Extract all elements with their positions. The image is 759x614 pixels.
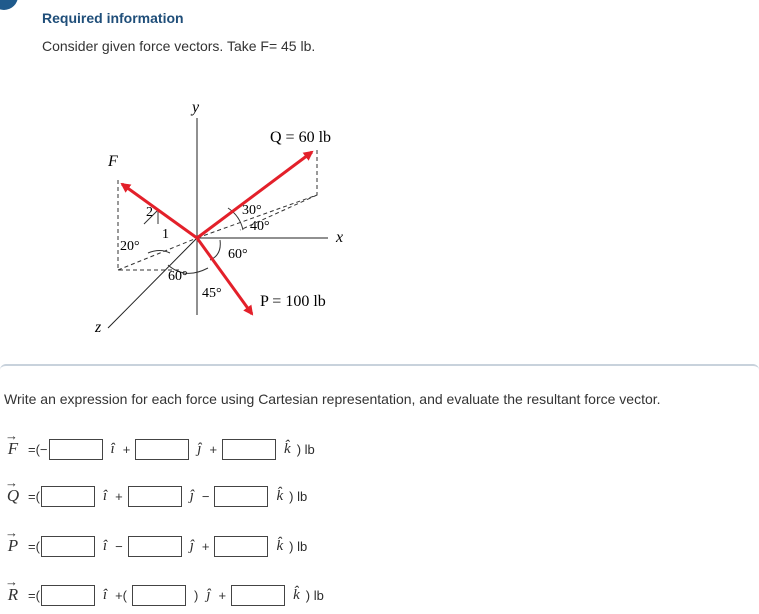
angle-40-label: 40°	[250, 219, 270, 234]
P-j-input[interactable]	[128, 536, 182, 557]
force-F-arrow	[122, 184, 197, 238]
i-hat-symbol: î	[102, 537, 108, 554]
axis-z-label: z	[95, 319, 102, 336]
angle-30-label: 30°	[242, 203, 262, 218]
vector-R-symbol: → R	[5, 574, 19, 604]
Q-i-input[interactable]	[41, 486, 95, 507]
vector-Q-symbol: → Q	[5, 475, 20, 505]
R-i-input[interactable]	[41, 585, 95, 606]
F-j-input[interactable]	[135, 439, 189, 460]
row-R-op2: )	[194, 587, 199, 603]
section-divider	[0, 364, 759, 372]
row-Q-op1: +	[115, 488, 123, 504]
F-k-input[interactable]	[222, 439, 276, 460]
P-k-input[interactable]	[214, 536, 268, 557]
k-hat-symbol: k̂	[284, 440, 291, 457]
R-j-input[interactable]	[132, 585, 186, 606]
row-Q	[4, 475, 308, 509]
row-P	[4, 525, 308, 559]
vector-P-symbol: → P	[5, 525, 19, 555]
row-R-start: =(	[28, 587, 40, 603]
force-Q-label: Q = 60 lb	[270, 129, 332, 146]
angle-60b-label: 60°	[228, 247, 248, 262]
i-hat-symbol: î	[102, 586, 108, 603]
P-i-input[interactable]	[41, 536, 95, 557]
angle-20-label: 20°	[120, 239, 140, 254]
row-P-end: ) lb	[289, 538, 308, 554]
i-hat-symbol: î	[110, 440, 115, 457]
row-F	[4, 428, 315, 462]
j-hat-symbol: ĵ	[189, 487, 194, 504]
axis-y-label: y	[192, 99, 200, 116]
angle-60a-label: 60°	[168, 269, 188, 284]
j-hat-symbol: ĵ	[189, 537, 194, 554]
Q-k-input[interactable]	[214, 486, 268, 507]
k-hat-symbol: k̂	[276, 537, 284, 554]
vector-F-symbol: → F	[5, 428, 19, 458]
question-text: Write an expression for each force using Cartesian representation, and evaluate the resultant force vector.	[4, 391, 661, 407]
f-dashed-box	[118, 180, 197, 270]
row-F-op2: +	[209, 441, 218, 457]
slope-2-label: 2	[146, 205, 153, 220]
angle-45-label: 45°	[202, 286, 222, 301]
row-R-end: ) lb	[305, 587, 324, 603]
force-vector-diagram	[80, 90, 380, 350]
Q-j-input[interactable]	[128, 486, 182, 507]
F-i-input[interactable]	[49, 439, 103, 460]
axis-x-label: x	[336, 229, 344, 246]
row-R-op2b: +	[218, 587, 227, 603]
R-k-input[interactable]	[231, 585, 285, 606]
slope-1-label: 1	[162, 227, 169, 242]
row-F-start: =(−	[28, 441, 48, 457]
row-R	[4, 574, 324, 608]
row-Q-end: ) lb	[289, 488, 308, 504]
row-P-start: =(	[28, 538, 40, 554]
force-F-label: F	[108, 153, 118, 170]
row-P-op2: +	[201, 538, 210, 554]
row-Q-start: =(	[28, 488, 40, 504]
i-hat-symbol: î	[102, 487, 108, 504]
row-F-end: ) lb	[296, 441, 315, 457]
required-information-title: Required information	[42, 10, 184, 26]
angle-arc-20	[148, 251, 170, 254]
row-F-op1: +	[122, 441, 131, 457]
row-P-op1: −	[115, 538, 123, 554]
row-R-op1: +(	[115, 587, 128, 603]
row-Q-op2: −	[201, 488, 210, 504]
k-hat-symbol: k̂	[276, 487, 284, 504]
corner-badge	[0, 0, 18, 10]
j-hat-symbol: ĵ	[206, 586, 211, 603]
k-hat-symbol: k̂	[293, 586, 300, 603]
j-hat-symbol: ĵ	[197, 440, 202, 457]
problem-prompt: Consider given force vectors. Take F= 45 lb.	[42, 38, 316, 54]
force-P-label: P = 100 lb	[260, 293, 326, 310]
